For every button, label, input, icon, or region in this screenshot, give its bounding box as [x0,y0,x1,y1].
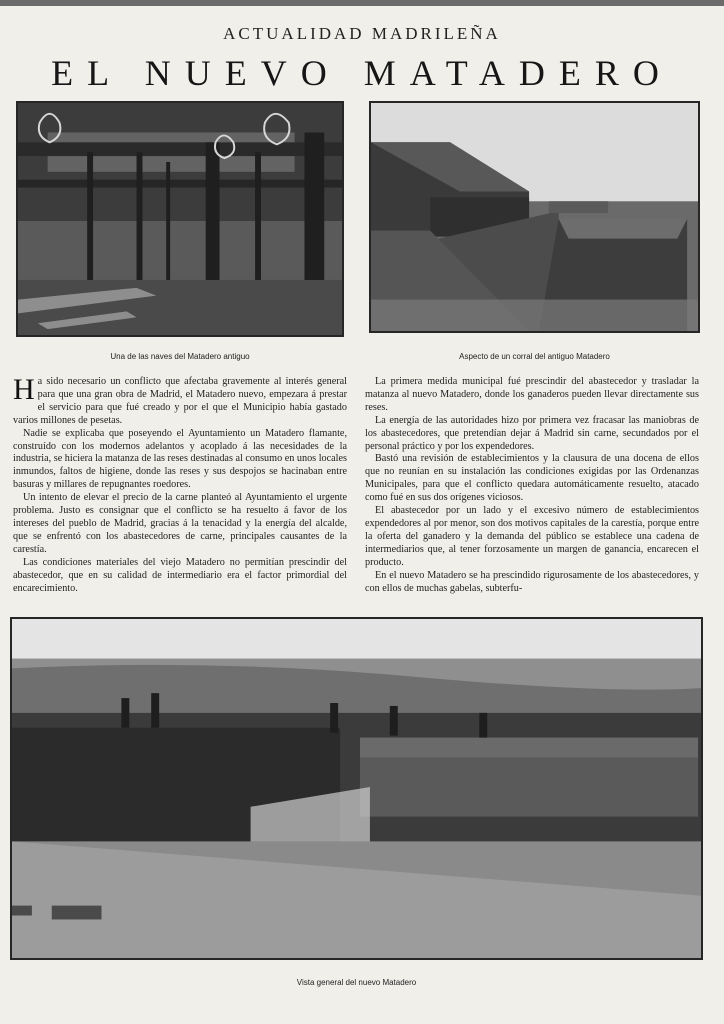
photo-old-corral [369,101,700,333]
photo-old-hall-image [18,103,342,335]
photo-old-hall [16,101,344,337]
article-column-right [365,376,699,595]
page-top-edge [0,0,724,6]
article-paragraph: En el nuevo Matadero se ha prescindido rigurosamente de los abastecedores, y con ellos de muchas gabelas, subterfu- [365,569,699,594]
caption-old-corral: Aspecto de un corral del antiguo Matadero [459,352,610,361]
article-title: EL NUEVO MATADERO [51,53,673,93]
article-paragraph: Bastó una revisión de establecimientos y la clausura de una docena de ellos que no reunían en su instalación las condiciones exigidas por las Ordenanzas Municipales, para que el conflicto quedara automáticamente resuelto, atacado como fué en sus dos orígenes viciosos. [365,453,699,504]
article-paragraph: Un intento de elevar el precio de la carne planteó al Ayuntamiento el urgente problema. Justo es consignar que el conflicto se ha resuelto á favor de los intereses del pueblo de Madrid, gracias á la tenacidad y la energía del alcalde, que se enfrentó con los abastecedores de carne, principales causantes de la carestía. [13,492,347,555]
section-kicker: ACTUALIDAD MADRILEÑA [223,24,501,43]
caption-old-hall: Una de las naves del Matadero antiguo [110,352,250,361]
article-paragraph: La energía de las autoridades hizo por primera vez fracasar las maniobras de los abastecedores, que pretendían dejar á Madrid sin carne, secundados por el personal práctico y por los expendedores. [365,414,699,452]
photo-new-slaughterhouse [10,617,703,960]
caption-new-slaughterhouse: Vista general del nuevo Matadero [296,978,417,987]
article-paragraph: Las condiciones materiales del viejo Matadero no permitían prescindir del abastecedor, que en su calidad de intermediario era el factor primordial del encarecimiento. [13,556,347,594]
photo-new-slaughterhouse-image [12,619,701,958]
photo-old-corral-image [371,103,698,331]
article-paragraph: La primera medida municipal fué prescindir del abastecedor y trasladar la matanza al nuevo Matadero, donde los ganaderos pueden llevar directamente sus reses. [365,376,699,413]
article-paragraph: El abastecedor por un lado y el excesivo número de establecimientos expendedores al por menor, son dos motivos capitales de la carestía, porque entre la oferta del ganadero y la demanda del público se establece una cadena de intermediarios que, al tener forzosamente un margen de ganancia, encarecen el producto. [365,505,699,568]
drop-cap: H [13,373,35,406]
article-paragraph: Ha sido necesario un conflicto que afectaba gravemente al interés general para que una gran obra de Madrid, el Matadero nuevo, empezara á prestar el servicio para que fué creado y por el que el Municipio había gastado varios millones de pesetas. [13,373,347,426]
article-paragraph: Nadie se explicaba que poseyendo el Ayuntamiento un Matadero flamante, construído con los modernos adelantos y acoplado á las necesidades de la industria, se hiciera la matanza de las reses destinadas al consumo en unos locales inmundos, faltos de higiene, donde las reses y sus despojos se hacinaban entre basuras y millares de repugnantes roedores. [13,427,347,491]
article-column-left [13,373,347,595]
